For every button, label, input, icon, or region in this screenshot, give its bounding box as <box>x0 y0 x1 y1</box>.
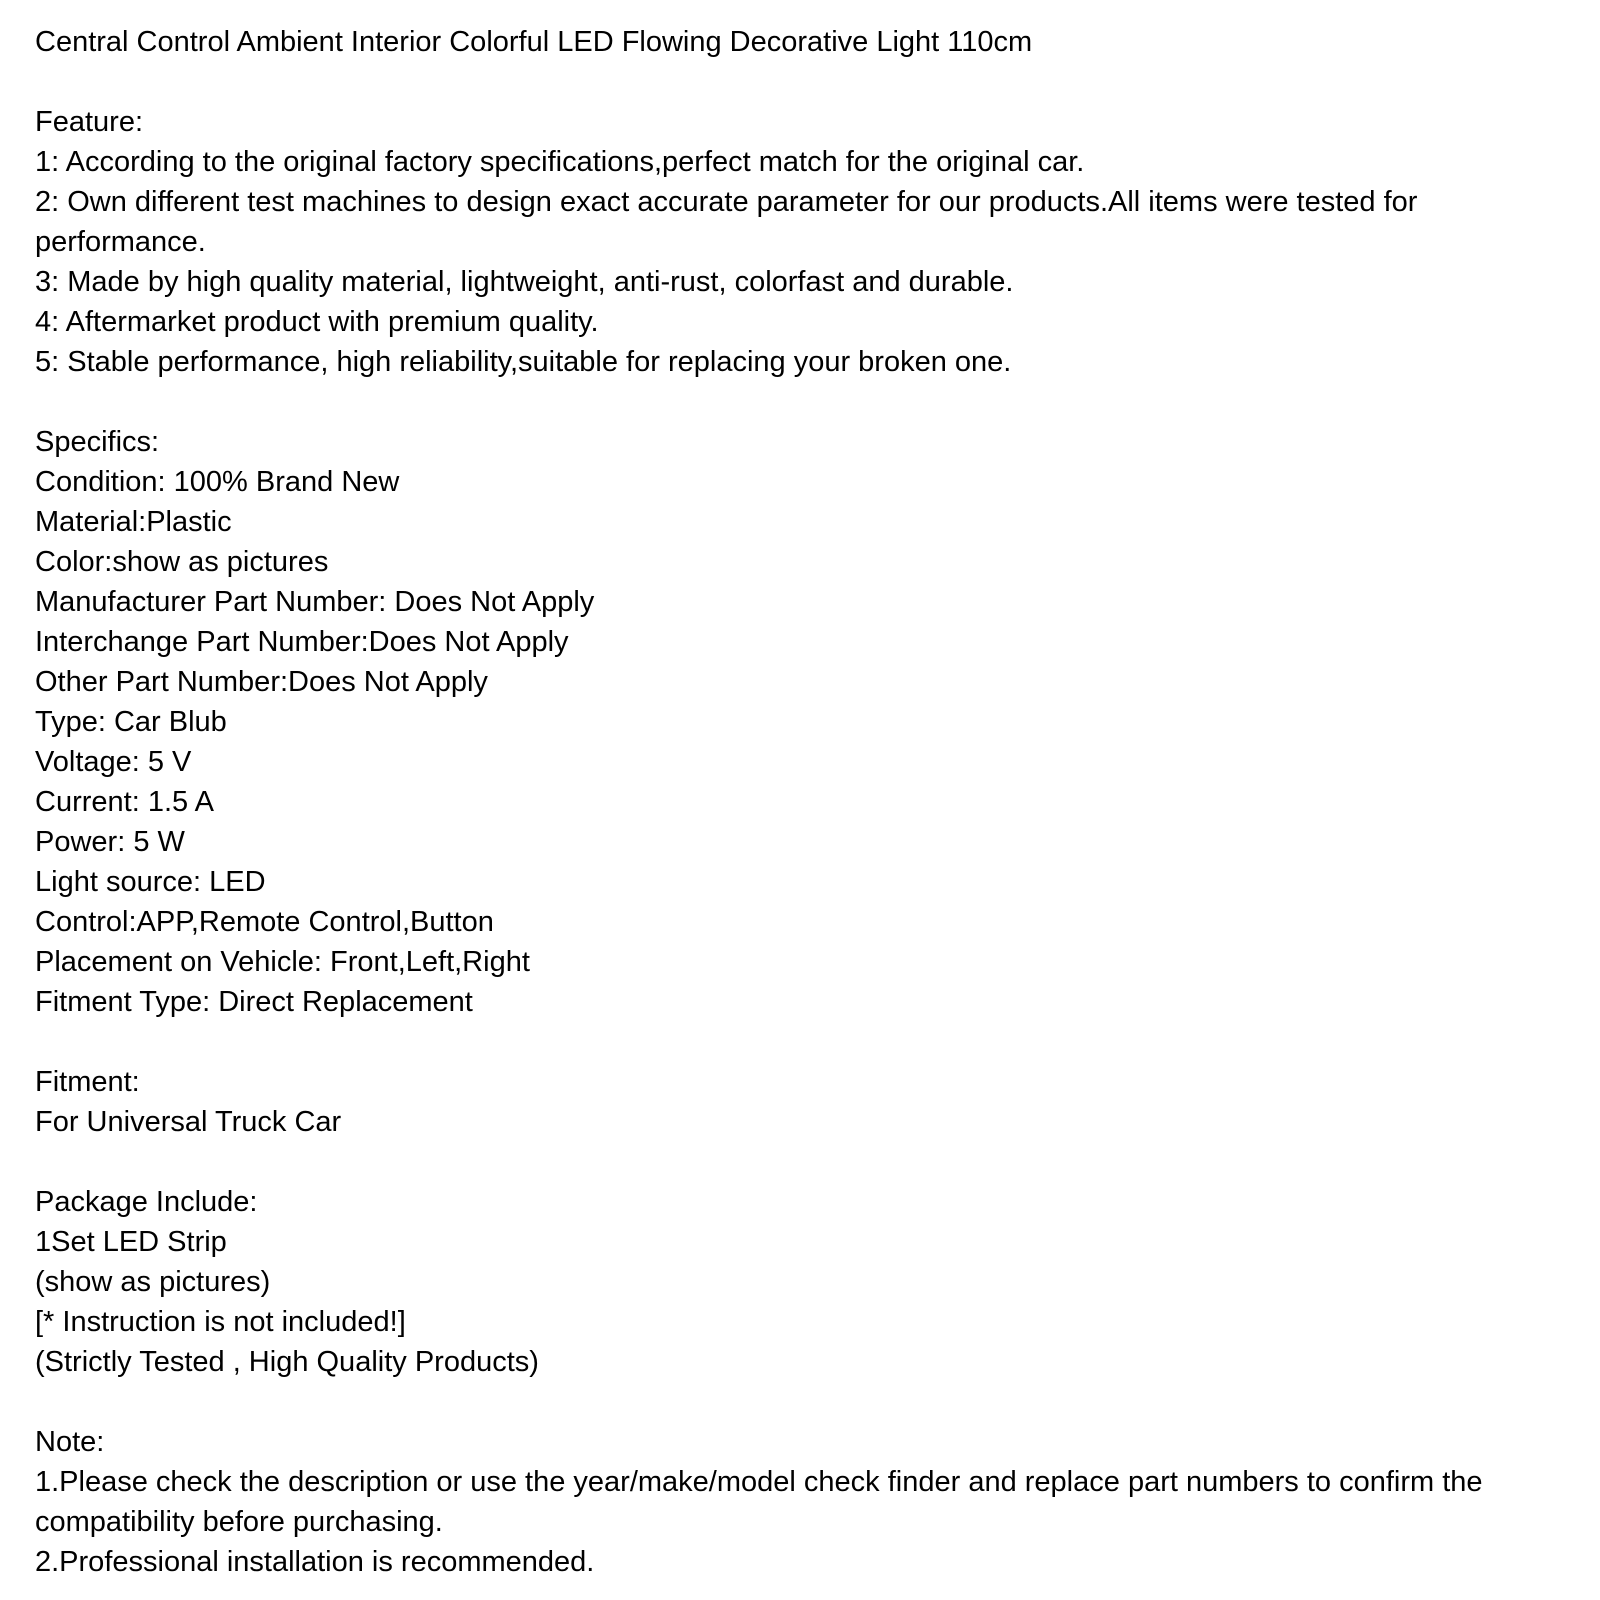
spec-condition: Condition: 100% Brand New <box>35 466 400 498</box>
spec-type: Type: Car Blub <box>35 706 227 738</box>
package-item: (Strictly Tested , High Quality Products) <box>35 1346 539 1378</box>
feature-item: 1: According to the original factory specifications,perfect match for the original car. <box>35 146 1085 178</box>
spec-other-part-number: Other Part Number:Does Not Apply <box>35 666 488 698</box>
package-include-heading: Package Include: <box>35 1186 258 1218</box>
feature-item: 5: Stable performance, high reliability,suitable for replacing your broken one. <box>35 346 1012 378</box>
fitment-item: For Universal Truck Car <box>35 1106 342 1138</box>
spec-control: Control:APP,Remote Control,Button <box>35 906 494 938</box>
specifics-section <box>35 422 1550 1022</box>
feature-item: 3: Made by high quality material, lightweight, anti-rust, colorfast and durable. <box>35 266 1014 298</box>
spec-material: Material:Plastic <box>35 506 232 538</box>
fitment-section <box>35 1062 1550 1142</box>
spec-current: Current: 1.5 A <box>35 786 214 818</box>
spec-manufacturer-part-number: Manufacturer Part Number: Does Not Apply <box>35 586 595 618</box>
spec-placement: Placement on Vehicle: Front,Left,Right <box>35 946 530 978</box>
specifics-heading: Specifics: <box>35 426 160 458</box>
spec-interchange-part-number: Interchange Part Number:Does Not Apply <box>35 626 569 658</box>
fitment-heading: Fitment: <box>35 1066 140 1098</box>
feature-item: 4: Aftermarket product with premium quality. <box>35 306 599 338</box>
note-section <box>35 1422 1550 1582</box>
spec-light-source: Light source: LED <box>35 866 266 898</box>
product-title: Central Control Ambient Interior Colorful LED Flowing Decorative Light 110cm <box>35 26 1033 58</box>
spec-color: Color:show as pictures <box>35 546 329 578</box>
package-item: 1Set LED Strip <box>35 1226 227 1258</box>
note-heading: Note: <box>35 1426 105 1458</box>
feature-heading: Feature: <box>35 106 143 138</box>
feature-item: 2: Own different test machines to design exact accurate parameter for our products.All items were tested for performance. <box>35 186 1418 258</box>
spec-voltage: Voltage: 5 V <box>35 746 192 778</box>
spec-power: Power: 5 W <box>35 826 185 858</box>
note-item: 1.Please check the description or use the year/make/model check finder and replace part numbers to confirm the compatibility before purchasing. <box>35 1466 1483 1538</box>
package-item: [* Instruction is not included!] <box>35 1306 406 1338</box>
package-item: (show as pictures) <box>35 1266 271 1298</box>
package-include-section <box>35 1182 1550 1382</box>
feature-section <box>35 102 1550 382</box>
spec-fitment-type: Fitment Type: Direct Replacement <box>35 986 473 1018</box>
note-item: 2.Professional installation is recommended. <box>35 1546 595 1578</box>
